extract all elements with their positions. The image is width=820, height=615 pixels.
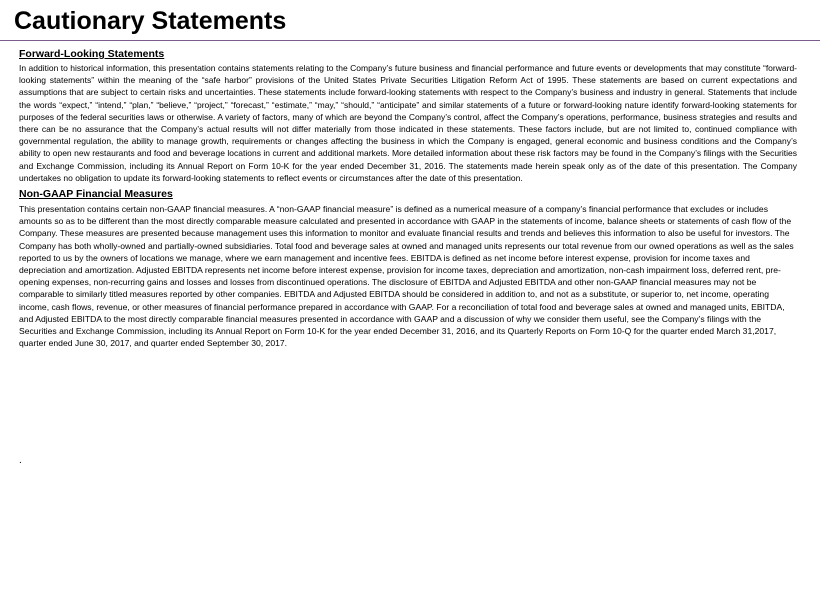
content-area [19, 47, 797, 349]
title-divider [0, 40, 820, 41]
page-title: Cautionary Statements [14, 7, 287, 35]
forward-looking-paragraph: In addition to historical information, this presentation contains statements relating to the Company’s future business and financial performance and future events or developments that may constitute “forward-looking statements” within the meaning of the “safe harbor” provisions of the United States Private Securities Litigation Reform Act of 1995. These statements are based on current expectations and assumptions that are subject to certain risks and uncertainties. These statements include forward-looking statements with respect to the Company’s business and industry in general. Statements that include the words “expect,” “intend,” “plan,” “believe,” “project,” “forecast,” “estimate,” “may,” “should,” “anticipate” and similar statements of a future or forward-looking nature identify forward-looking statements for purposes of the federal securities laws or otherwise. A variety of factors, many of which are beyond the Company’s control, affect the Company’s operations, performance, business strategies and results and there can be no assurance that the Company’s actual results will not differ materially from those indicated in these statements. These factors include, but are not limited to, continued compliance with governmental regulation, the ability to manage growth, requirements or changes affecting the business in which the Company is engaged, general economic and business conditions and the Company’s ability to open new restaurants and food and beverage locations in current and additional markets. More detailed information about these risk factors may be found in the Company’s filings with the Securities and Exchange Commission, including its Annual Report on Form 10-K for the year ended December 31, 2016. The statements made herein speak only as of the date of this presentation. The Company undertakes no obligation to update its forward-looking statements to reflect events or circumstances after the date of this presentation. [19, 63, 797, 183]
forward-looking-heading: Forward-Looking Statements [19, 48, 165, 60]
trailing-period: . [19, 455, 22, 466]
non-gaap-heading: Non-GAAP Financial Measures [19, 188, 173, 201]
non-gaap-paragraph: This presentation contains certain non-GAAP financial measures. A “non-GAAP financial measure” is defined as a numerical measure of a company’s financial performance that excludes or includes amounts so as to be different than the most directly comparable measure calculated and presented in accordance with GAAP in the statements of income, balance sheets or statements of cash flow of the Company. These measures are presented because management uses this information to monitor and evaluate financial results and trends and believes this information to also be useful for investors. The Company has both wholly-owned and partially-owned subsidiaries. Total food and beverage sales at owned and managed units represents our total revenue from our owned operations as well as the sales reported to us by the owners of locations we manage, where we earn management and incentive fees. EBITDA is defined as net income before interest expense, provision for income taxes and depreciation and amortization. Adjusted EBITDA represents net income before interest expense, provision for income taxes, depreciation and amortization, non-cash impairment loss, deferred rent, pre-opening expenses, non-recurring gains and losses and losses from discontinued operations. The disclosure of EBITDA and Adjusted EBITDA and other non-GAAP financial measures may not be comparable to similarly titled measures reported by other companies. EBITDA and Adjusted EBITDA should be considered in addition to, and not as a substitute, or superior to, net income, operating income, cash flows, revenue, or other measures of financial performance prepared in accordance with GAAP. For a reconciliation of total food and beverage sales at owned and managed units, EBITDA, and Adjusted EBITDA to the most directly comparable financial measures presented in accordance with GAAP and a discussion of why we consider them useful, see the Company’s filings with the Securities and Exchange Commission, including its Annual Report on Form 10-K for the year ended December 31, 2016, and its Quarterly Reports on Form 10-Q for the quarter ended March 31,2017, quarter ended June 30, 2017, and quarter ended September 30, 2017. [19, 204, 794, 349]
